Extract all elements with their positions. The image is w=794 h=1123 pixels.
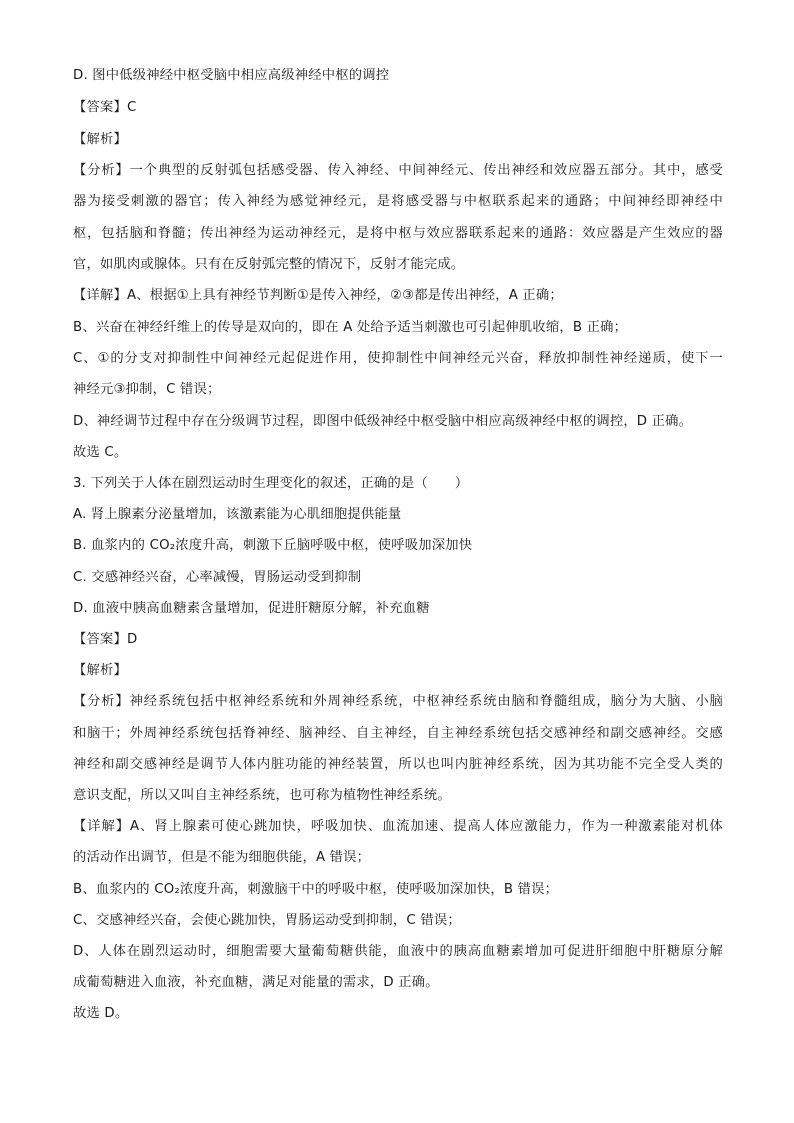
- detail2-line-d1: D、人体在剧烈运动时，细胞需要大量葡萄糖供能，血液中的胰高血糖素增加可促进肝细胞中肝糖原分解: [73, 944, 723, 959]
- question-3-option-c: C. 交感神经兴奋，心率减慢，胃肠运动受到抑制: [73, 570, 362, 585]
- explanation-label-2: 【解析】: [73, 663, 127, 678]
- analysis-line-1: 【分析】一个典型的反射弧包括感受器、传入神经、中间神经元、传出神经和效应器五部分。其中，感受: [73, 163, 723, 178]
- answer-label: 【答案】C: [73, 100, 137, 115]
- detail-line-a: 【详解】A、根据①上具有神经节判断①是传入神经，②③都是传出神经，A 正确；: [73, 288, 563, 303]
- question-3-option-b: B. 血浆内的 CO₂浓度升高，刺激下丘脑呼吸中枢，使呼吸加深加快: [73, 538, 473, 553]
- analysis-line-4: 官，如肌肉或腺体。只有在反射弧完整的情况下，反射才能完成。: [73, 257, 465, 272]
- detail2-line-d2: 成葡萄糖进入血液，补充血糖，满足对能量的需求，D 正确。: [73, 975, 439, 990]
- analysis2-line-2: 和脑干；外周神经系统包括脊神经、脑神经、自主神经，自主神经系统包括交感神经和副交感神经。交感: [73, 726, 723, 741]
- detail2-line-b: B、血浆内的 CO₂浓度升高，刺激脑干中的呼吸中枢，使呼吸加深加快，B 错误；: [73, 882, 559, 897]
- analysis2-line-1: 【分析】神经系统包括中枢神经系统和外周神经系统，中枢神经系统由脑和脊髓组成，脑分为大脑、小脑: [73, 694, 723, 709]
- detail-line-b: B、兴奋在神经纤维上的传导是双向的，即在 A 处给予适当刺激也可引起伸肌收缩，B 正确；: [73, 320, 628, 335]
- detail-line-c1: C、①的分支对抑制性中间神经元起促进作用，使抑制性中间神经元兴奋，释放抑制性神经递质，使下一: [73, 351, 723, 366]
- conclusion-line-2: 故选 D。: [73, 1006, 129, 1021]
- detail-line-d: D、神经调节过程中存在分级调节过程，即图中低级神经中枢受脑中相应高级神经中枢的调控，D 正确。: [73, 414, 693, 429]
- analysis2-line-3: 神经和副交感神经是调节人体内脏功能的神经装置，所以也叫内脏神经系统，因为其功能不完全受人类的: [73, 757, 723, 772]
- analysis-line-2: 器为接受刺激的器官；传入神经为感觉神经元，是将感受器与中枢联系起来的通路；中间神经即神经中: [73, 194, 723, 209]
- conclusion-line: 故选 C。: [73, 445, 128, 460]
- option-d-previous: D. 图中低级神经中枢受脑中相应高级神经中枢的调控: [73, 68, 390, 83]
- detail2-line-a1: 【详解】A、肾上腺素可使心跳加快，呼吸加快、血流加速、提高人体应激能力，作为一种激素能对机体: [73, 819, 723, 834]
- detail2-line-a2: 的活动作出调节，但是不能为细胞供能，A 错误；: [73, 850, 371, 865]
- explanation-label: 【解析】: [73, 132, 127, 147]
- question-3-option-a: A. 肾上腺素分泌量增加，该激素能为心肌细胞提供能量: [73, 507, 402, 522]
- detail2-line-c: C、交感神经兴奋，会使心跳加快，胃肠运动受到抑制，C 错误；: [73, 913, 461, 928]
- analysis2-line-4: 意识支配，所以又叫自主神经系统，也可称为植物性神经系统。: [73, 788, 451, 803]
- detail-line-c2: 神经元③抑制，C 错误；: [73, 382, 221, 397]
- question-3-option-d: D. 血液中胰高血糖素含量增加，促进肝糖原分解，补充血糖: [73, 601, 430, 616]
- answer-label-2: 【答案】D: [73, 632, 138, 647]
- question-3-stem: 3. 下列关于人体在剧烈运动时生理变化的叙述，正确的是（ ）: [73, 476, 469, 491]
- analysis-line-3: 枢，包括脑和脊髓；传出神经为运动神经元，是将中枢与效应器联系起来的通路：效应器是产生效应的器: [73, 226, 723, 241]
